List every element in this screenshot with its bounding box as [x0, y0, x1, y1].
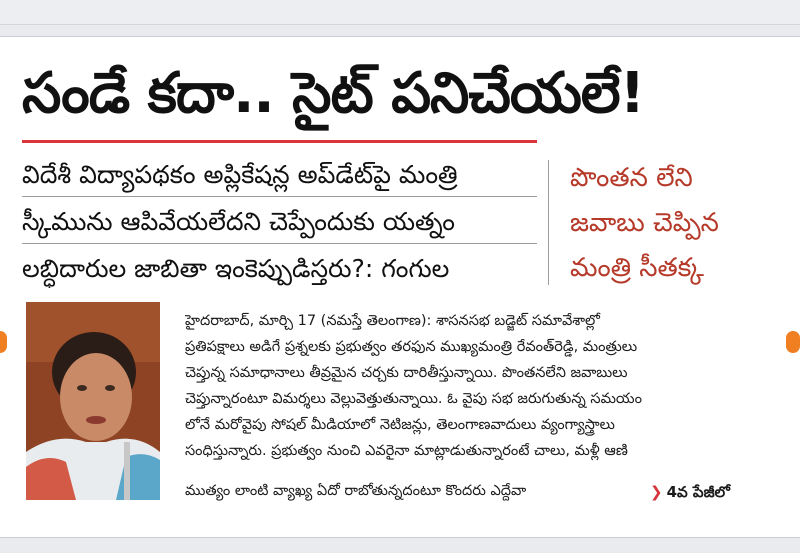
arrow-right-icon: ❯: [650, 483, 663, 501]
continuation-label: 4వ పేజీలో: [666, 483, 730, 501]
viewer-top-bar: [0, 0, 800, 25]
body-line-7: ముత్యం లాంటి వ్యాఖ్య ఏదో రాబోతున్నదంటూ కొందరు ఎద్దేవా: [185, 483, 527, 499]
body-line-1: హైదరాబాద్, మార్చి 17 (నమస్తే తెలంగాణ): శాసనసభ బడ్జెట్ సమావేశాల్లో: [185, 313, 600, 329]
body-line-4: చెప్తున్నారంటూ విమర్శలు వెల్లువెత్తుతున్నాయి. ఓ వైపు సభ జరుగుతున్న సమయం: [185, 391, 642, 407]
deck-line-1: విదేశీ విద్యాపథకం అప్లికేషన్ల అప్‌డేట్‌పై మంత్రి: [22, 160, 458, 189]
column-divider: [548, 160, 549, 285]
minister-photo: [26, 302, 160, 500]
deck-line-2: స్కీమును ఆపివేయలేదని చెప్పేందుకు యత్నం: [22, 207, 455, 236]
deck-divider-2: [22, 243, 537, 244]
continuation-pointer[interactable]: [650, 480, 780, 504]
side-note-line-3: మంత్రి సీతక్క: [570, 253, 704, 283]
deck-divider-1: [22, 196, 537, 197]
headline-rule: [22, 140, 537, 143]
headline: సండే కదా.. సైట్ పనిచేయలే!: [22, 61, 645, 126]
body-line-6: సంధిస్తున్నారు. ప్రభుత్వం నుంచి ఎవరైనా మాట్లాడుతున్నారంటే చాలు, మళ్లీ ఆణి: [185, 443, 628, 459]
deck-line-3: లబ్ధిదారుల జాబితా ఇంకెప్పుడిస్తరు?: గంగుల: [22, 254, 450, 283]
body-line-2: ప్రతిపక్షాలు అడిగే ప్రశ్నలకు ప్రభుత్వం తరఫున ముఖ్యమంత్రి రేవంత్‌రెడ్డి, మంత్రులు: [185, 339, 638, 355]
side-note-line-1: పొంతన లేని: [570, 163, 693, 193]
page-marker-right: [786, 331, 800, 353]
body-line-5: లోనే మరోవైపు సోషల్ మీడియాలో నెటిజన్లు, తెలంగాణవాదులు వ్యంగ్యాస్త్రాలు: [185, 417, 615, 433]
side-note-line-2: జవాబు చెప్పిన: [570, 208, 719, 238]
page-marker-left: [0, 331, 7, 353]
body-line-3: చెప్తున్న సమాధానాలు తీవ్రమైన చర్చకు దారితీస్తున్నాయి. పొంతనలేని జవాబులు: [185, 365, 628, 381]
